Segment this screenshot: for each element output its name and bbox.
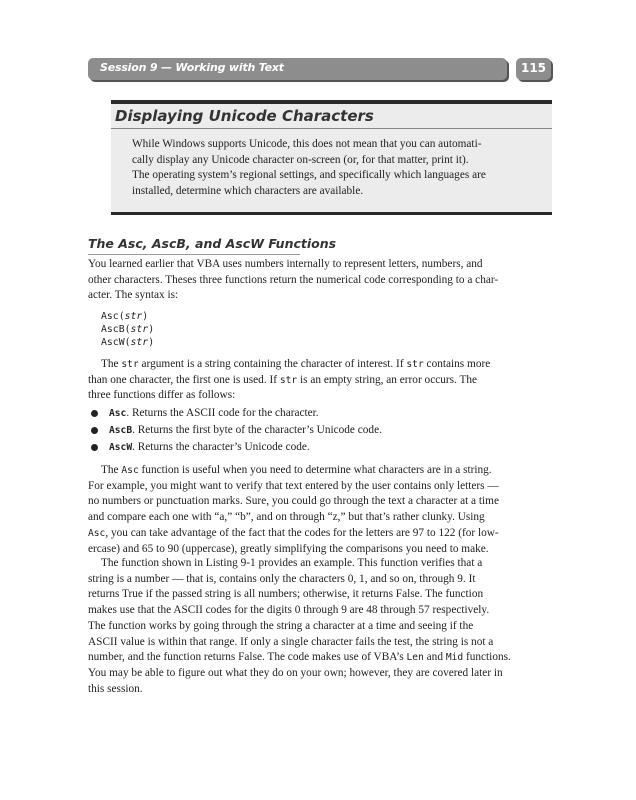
sidebar-divider bbox=[111, 128, 552, 129]
page-number: 115 bbox=[520, 61, 547, 75]
sidebar-line: The operating system’s regional settings, and specifically which languages are bbox=[132, 169, 486, 181]
list-item: AscW. Returns the character’s Unicode code. bbox=[88, 440, 553, 457]
text-line: no numbers or punctuation marks. Sure, you could go through the text a character at a time bbox=[88, 495, 499, 508]
text-line: You learned earlier that VBA uses numbers internally to represent letters, numbers, and bbox=[88, 258, 483, 270]
page-number-box bbox=[516, 58, 551, 80]
text-line: than one character, the first one is used. If str is an empty string, an error occurs. The bbox=[88, 373, 478, 386]
sidebar-line: cally display any Unicode character on-screen (or, for that matter, print it). bbox=[132, 153, 469, 166]
text-line: makes use that the ASCII codes for the digits 0 through 9 are 48 through 57 respectively. bbox=[88, 604, 490, 617]
text-line: The str argument is a string containing the character of interest. If str contains more bbox=[101, 358, 491, 370]
list-item: Asc. Returns the ASCII code for the character. bbox=[88, 406, 553, 423]
list-item: AscB. Returns the first byte of the character’s Unicode code. bbox=[88, 423, 553, 440]
text-line: The function works by going through the string a character at a time and seeing if the bbox=[88, 619, 474, 632]
text-line: ercase) and 65 to 90 (uppercase), greatly simplifying the comparisons you need to make. bbox=[88, 542, 489, 555]
text-line: and compare each one with “a,” “b”, and on through “z,” but that’s rather clunky. Using bbox=[88, 511, 485, 524]
code-line: Asc(str) bbox=[101, 311, 149, 322]
text-line: other characters. Theses three functions return the numerical code corresponding to a char- bbox=[88, 273, 499, 286]
intro-paragraph bbox=[88, 257, 553, 304]
code-line: AscW(str) bbox=[101, 337, 155, 348]
text-line: The Asc function is useful when you need to determine what characters are in a string. bbox=[101, 464, 492, 476]
function-list bbox=[88, 406, 553, 457]
asc-usage-paragraph bbox=[88, 463, 553, 557]
text-line: string is a number — that is, contains only the characters 0, 1, and so on, through 9. It bbox=[88, 572, 476, 585]
text-line: acter. The syntax is: bbox=[88, 289, 179, 302]
sidebar-line: While Windows supports Unicode, this does not mean that you can automati- bbox=[132, 138, 482, 150]
sidebar-line: installed, determine which characters are available. bbox=[132, 184, 364, 197]
text-line: this session. bbox=[88, 682, 143, 695]
listing-paragraph bbox=[88, 556, 553, 697]
bullet-icon bbox=[91, 427, 98, 434]
section-heading: The Asc, AscB, and AscW Functions bbox=[88, 236, 337, 251]
section-heading-rule bbox=[88, 254, 300, 255]
sidebar-title: Displaying Unicode Characters bbox=[115, 107, 374, 125]
text-line: number, and the function returns False. The code makes use of VBA’s Len and Mid functions. bbox=[88, 651, 511, 664]
text-line: ASCII value is within that range. If only a single character fails the test, the string is not a bbox=[88, 635, 494, 648]
syntax-code-block bbox=[101, 310, 154, 349]
running-header bbox=[88, 58, 507, 80]
text-line: three functions differ as follows: bbox=[88, 389, 236, 402]
text-line: returns True if the passed string is all numbers; otherwise, it returns False. The function bbox=[88, 588, 484, 601]
text-line: For example, you might want to verify that text entered by the user contains only letters — bbox=[88, 479, 499, 492]
text-line: You may be able to figure out what they do on your own; however, they are covered later in bbox=[88, 666, 503, 679]
sidebar-note bbox=[111, 100, 552, 215]
text-line: The function shown in Listing 9-1 provides an example. This function verifies that a bbox=[101, 557, 483, 569]
bullet-icon bbox=[91, 444, 98, 451]
text-line: Asc, you can take advantage of the fact that the codes for the letters are 97 to 122 (for low- bbox=[88, 526, 499, 539]
sidebar-body bbox=[132, 137, 527, 199]
bullet-icon bbox=[91, 410, 98, 417]
str-argument-paragraph bbox=[88, 357, 553, 404]
running-header-title: Session 9 — Working with Text bbox=[100, 61, 284, 74]
code-line: AscB(str) bbox=[101, 324, 155, 335]
